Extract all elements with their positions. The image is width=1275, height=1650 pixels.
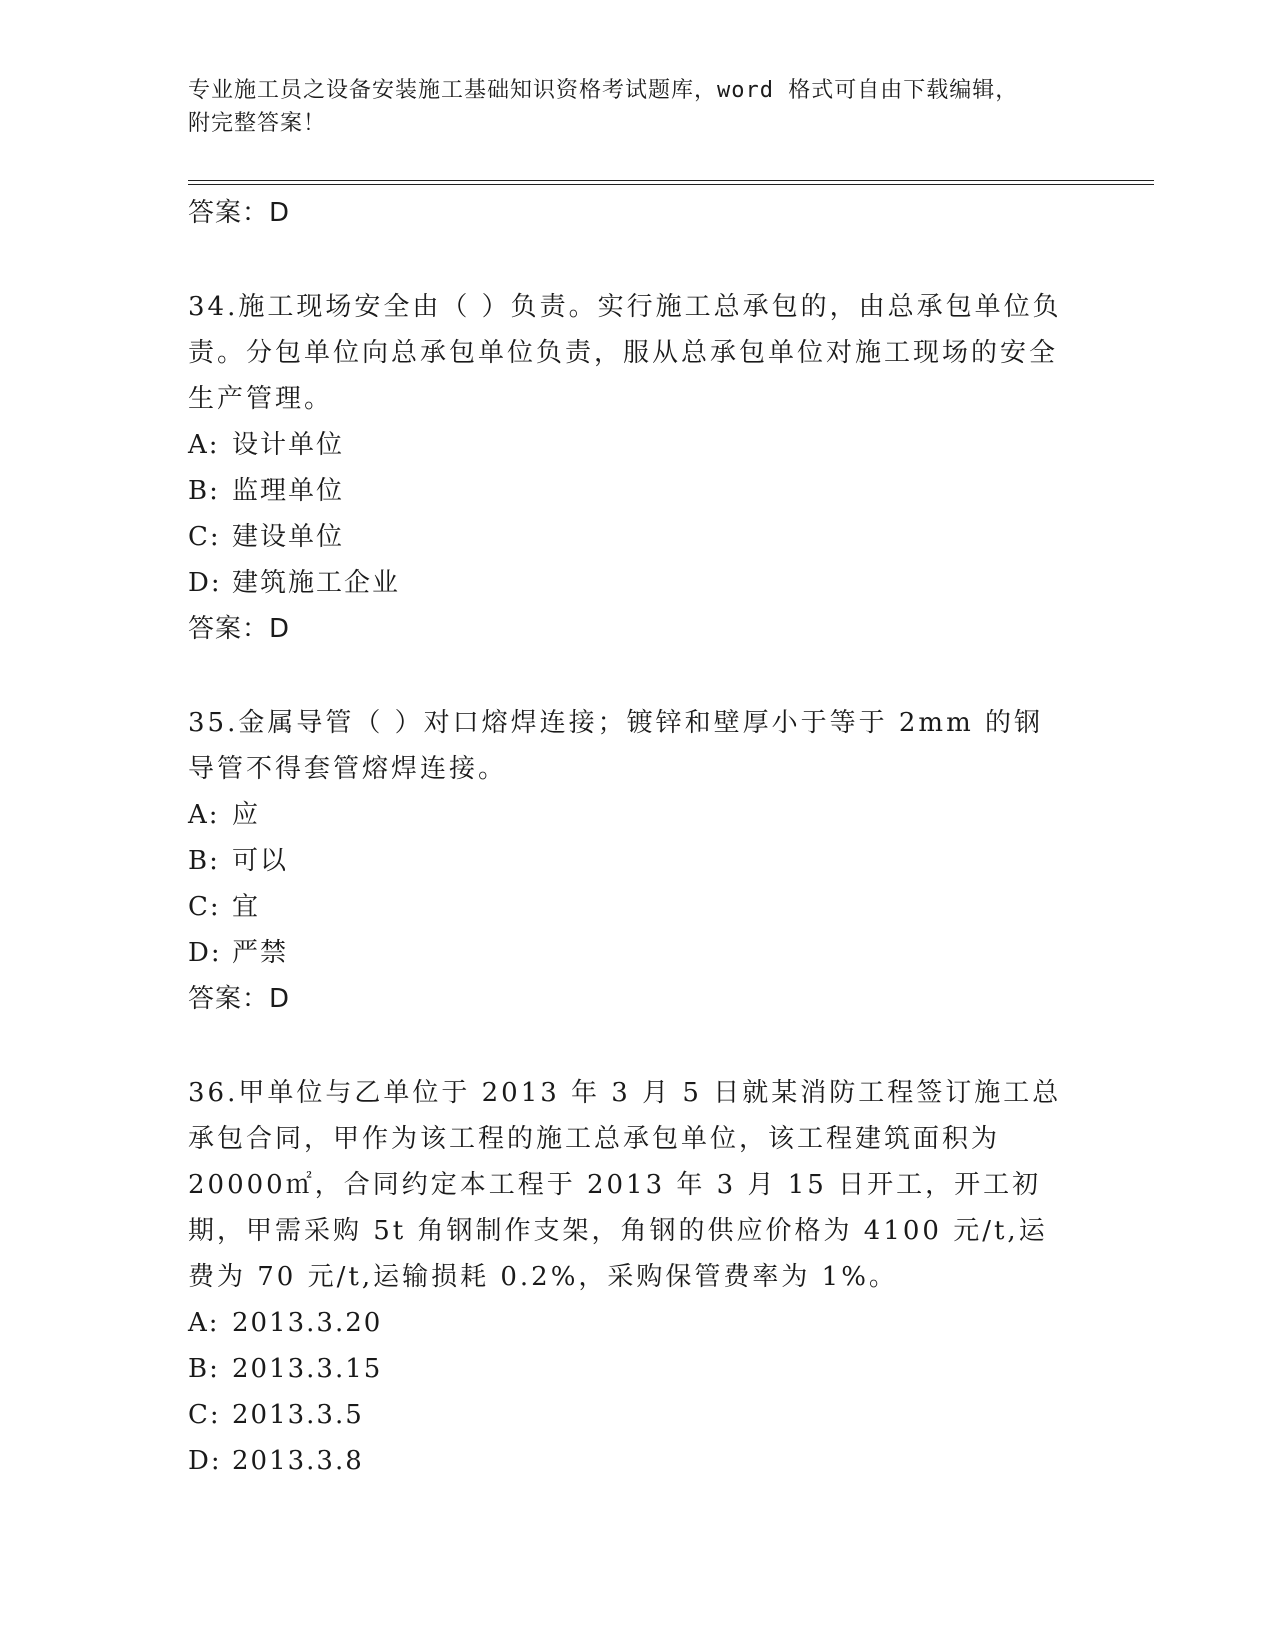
question-35 [188, 700, 1068, 1022]
option-text: 2013.3.8 [232, 1446, 364, 1476]
option-text: 监理单位 [232, 476, 345, 506]
option-text: 宜 [232, 892, 261, 922]
option-key: A: [188, 430, 220, 460]
option-d [188, 560, 1068, 606]
header-line-2: 附完整答案！ [188, 111, 327, 136]
option-key: C: [188, 522, 221, 552]
option-c [188, 884, 1068, 930]
option-text: 2013.3.15 [232, 1354, 383, 1384]
option-key: D: [188, 938, 222, 968]
option-text: 应 [232, 800, 261, 830]
option-text: 2013.3.5 [232, 1400, 364, 1430]
option-b [188, 1346, 1068, 1392]
question-34 [188, 284, 1068, 652]
option-text: 设计单位 [232, 430, 345, 460]
option-text: 建设单位 [232, 522, 345, 552]
option-text: 可以 [232, 846, 289, 876]
answer: 答案：D [188, 614, 291, 644]
option-a [188, 792, 1068, 838]
option-a [188, 422, 1068, 468]
header-line-1: 专业施工员之设备安装施工基础知识资格考试题库，word 格式可自由下载编辑， [188, 78, 1019, 103]
question-stem: 35.金属导管（ ）对口熔焊连接；镀锌和壁厚小于等于 2mm 的钢导管不得套管熔焊连接。 [188, 708, 1043, 784]
option-key: D: [188, 1446, 222, 1476]
question-stem: 36.甲单位与乙单位于 2013 年 3 月 5 日就某消防工程签订施工总承包合同，甲作为该工程的施工总承包单位，该工程建筑面积为 20000㎡，合同约定本工程于 2013 年 3 月 15 日开工，开工初期，甲需采购 5t 角钢制作支架，角钢的供应价格为 4100 元/t,运费为 70 元/t,运输损耗 0.2%，采购保管费率为 1%。 [188, 1078, 1062, 1292]
option-key: A: [188, 1308, 220, 1338]
previous-answer: 答案：D [188, 198, 291, 228]
question-stem: 34.施工现场安全由（ ）负责。实行施工总承包的，由总承包单位负责。分包单位向总承包单位负责，服从总承包单位对施工现场的安全生产管理。 [188, 292, 1062, 414]
question-content [188, 190, 1068, 1484]
header-divider [188, 180, 1154, 185]
option-text: 严禁 [232, 938, 289, 968]
option-c [188, 514, 1068, 560]
option-key: B: [188, 846, 220, 876]
option-key: B: [188, 1354, 220, 1384]
option-key: D: [188, 568, 222, 598]
option-c [188, 1392, 1068, 1438]
option-key: C: [188, 892, 221, 922]
option-key: B: [188, 476, 220, 506]
option-key: C: [188, 1400, 221, 1430]
option-a [188, 1300, 1068, 1346]
option-key: A: [188, 800, 220, 830]
option-text: 2013.3.20 [232, 1308, 383, 1338]
answer: 答案：D [188, 984, 291, 1014]
document-header [188, 74, 1068, 140]
option-text: 建筑施工企业 [232, 568, 401, 598]
option-d [188, 930, 1068, 976]
option-d [188, 1438, 1068, 1484]
option-b [188, 838, 1068, 884]
question-36 [188, 1070, 1068, 1484]
option-b [188, 468, 1068, 514]
